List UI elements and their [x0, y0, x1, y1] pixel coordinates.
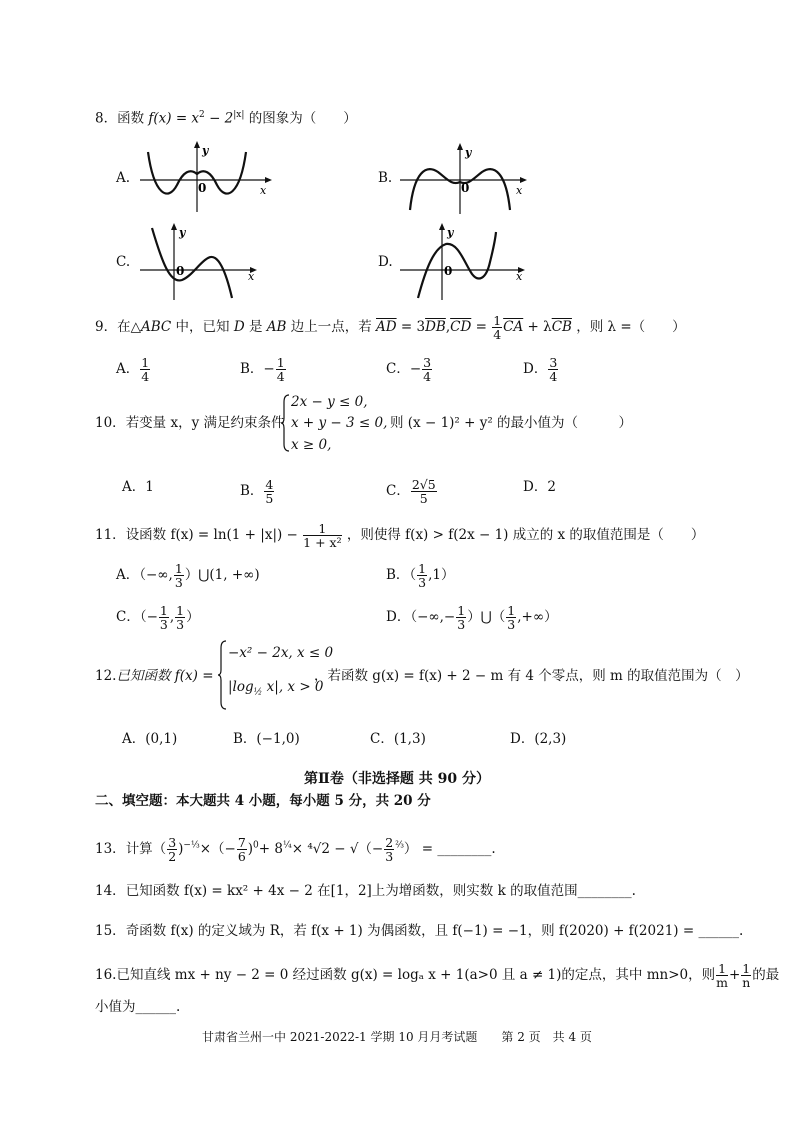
q10-constraint-3: x ≥ 0, — [291, 437, 332, 453]
q8-graph-d — [400, 222, 540, 302]
q8-d-y-label: y — [447, 226, 454, 239]
page-footer: 甘肃省兰州一中 2021-2022-1 学期 10 月月考试题 第 2 页 共 4 页 — [202, 1030, 592, 1044]
q12-option-d[interactable]: D．(2,3) — [510, 731, 567, 747]
q11-option-a[interactable]: A．（−∞, $\frac{1}{3}$ ）⋃(1, +∞) — [116, 561, 260, 590]
q8-a-origin: 0 — [198, 181, 207, 195]
q12-option-a[interactable]: A．(0,1) — [122, 731, 178, 747]
q8-graph-a — [140, 140, 280, 215]
q12-stem-post: ，若函数 g(x) = f(x) + 2 − m 有 4 个零点，则 m 的取值范围为（ ） — [314, 668, 749, 684]
q12-option-c[interactable]: C．(1,3) — [370, 731, 426, 747]
q8-c-origin: 0 — [176, 264, 185, 278]
q10-constraint-1: 2x − y ≤ 0, — [291, 394, 368, 410]
q10-constraint-2: x + y − 3 ≤ 0, — [291, 415, 388, 431]
q10-stem-pre: 10．若变量 x，y 满足约束条件 — [95, 415, 285, 431]
q8-c-x-label: x — [248, 270, 255, 283]
q12-brace — [218, 640, 228, 710]
q12-piece-1: −x² − 2x, x ≤ 0 — [228, 645, 334, 661]
q16-stem-line2: 小值为______. — [95, 999, 181, 1015]
q11-option-b[interactable]: B．（ $\frac{1}{3}$ ,1） — [386, 561, 455, 590]
q10-option-d[interactable]: D．2 — [523, 479, 556, 495]
part-2-title: 第Ⅱ卷（非选择题 共 90 分） — [304, 771, 490, 787]
q8-a-x-label: x — [260, 184, 267, 197]
q9-option-b[interactable]: B．− $\frac{1}{4}$ — [240, 355, 285, 384]
q8-stem: 8．函数 $f(x) = x^2 - 2^{|x|}$ 的图象为（ ） — [95, 110, 357, 127]
q8-a-y-label: y — [202, 144, 209, 157]
q12-option-b[interactable]: B．(−1,0) — [233, 731, 300, 747]
q10-stem-post: 则 (x − 1)² + y² 的最小值为（ ） — [390, 415, 633, 431]
q9-stem: 9．在△ABC 中，已知 D 是 AB 边上一点，若 $\overline{AD} = 3\overline{DB},\overline{CD}$ = $\frac{1}{4}$ $\overline{CA} + \lambda\overline{CB}$ ，则 λ =（ ） — [95, 313, 686, 342]
q15-stem: 15．奇函数 f(x) 的定义域为 R，若 f(x + 1) 为偶函数，且 f(−1) = −1，则 f(2020) + f(2021) = ______. — [95, 923, 744, 939]
q14-stem: 14．已知函数 f(x) = kx² + 4x − 2 在[1，2]上为增函数，则实数 k 的取值范围________. — [95, 883, 636, 899]
q13-stem: 13．计算（ $\frac{3}{2}$ )$^{-\frac{1}{3}}$×（− $\frac{7}{6}$ )$^0+ 8^{\frac{1}{4}}\times ^4√2$ − √（− $\frac{2}{3}$ $^{\frac{2}{3}}$） = ________. — [95, 835, 496, 864]
section-fill-in-header: 二、填空题：本大题共 4 小题，每小题 5 分，共 20 分 — [95, 793, 431, 809]
q8-graph-b — [400, 142, 540, 217]
q10-option-a[interactable]: A．1 — [122, 479, 154, 495]
q8-d-origin: 0 — [444, 264, 453, 278]
q8-b-x-label: x — [516, 184, 523, 197]
q8-d-x-label: x — [516, 270, 523, 283]
q10-brace — [281, 394, 291, 452]
q9-option-d[interactable]: D． $\frac{3}{4}$ — [523, 355, 558, 384]
q11-stem: 11．设函数 f(x) = ln(1 + |x|) − $\frac{1}{\text{1 + x²}}$ ，则使得 f(x) > f(2x − 1) 成立的 x 的取值范围是（ ） — [95, 521, 705, 550]
q12-piece-2: $|\log_{\frac{1}{2}}$ x|, x > 0 — [228, 679, 324, 698]
q8-graph-c — [140, 222, 270, 302]
q8-option-c-label[interactable]: C. — [116, 254, 131, 270]
q11-option-d[interactable]: D．（−∞,− $\frac{1}{3}$ ）⋃（ $\frac{1}{3}$ ,+∞） — [386, 603, 558, 632]
q8-b-y-label: y — [465, 146, 472, 159]
q8-b-origin: 0 — [461, 181, 470, 195]
q8-option-d-label[interactable]: D. — [378, 254, 393, 270]
q11-option-c[interactable]: C．（− $\frac{1}{3}$ , $\frac{1}{3}$ ） — [116, 603, 200, 632]
q8-option-a-label[interactable]: A. — [116, 170, 131, 186]
q10-option-c[interactable]: C． $\frac{2√5}{5}$ — [386, 477, 436, 506]
q16-stem: 16.已知直线 mx + ny − 2 = 0 经过函数 g(x) = logₐ x + 1(a>0 且 a ≠ 1)的定点，其中 mn>0，则 $\frac{1}{m}$ + $\frac{1}{n}$ 的最 — [95, 961, 780, 990]
q12-stem-pre: 12.已知函数 f(x) = — [95, 668, 214, 684]
q10-option-b[interactable]: B． $\frac{4}{5}$ — [240, 477, 274, 506]
q8-option-b-label[interactable]: B. — [378, 170, 393, 186]
q9-option-a[interactable]: A． $\frac{1}{4}$ — [116, 355, 150, 384]
q9-option-c[interactable]: C．− $\frac{3}{4}$ — [386, 355, 432, 384]
q8-c-y-label: y — [179, 226, 186, 239]
